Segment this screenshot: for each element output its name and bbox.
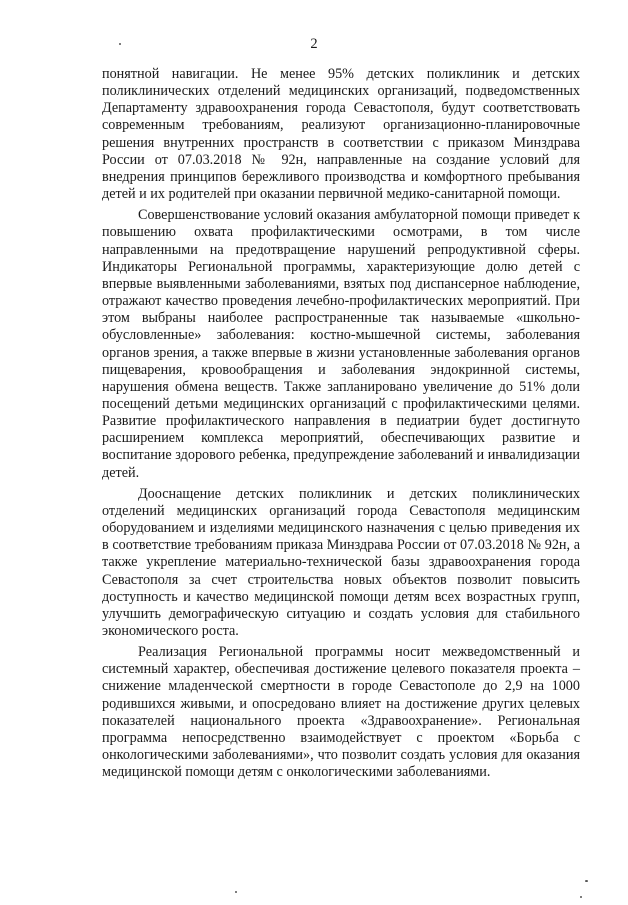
paragraph-continuation: понятной навигации. Не менее 95% детских поликлиник и детских поликлинических отделений медицинских организаций, подведомственных Департаменту здравоохранения города Севастополя, будут соответствовать современным требованиям, реализуют организационно-планировочные решения внутренних пространств в соответствии с приказом Минздрава России от 07.03.2018 № 92н, направленные на создание условий для внедрения принципов бережливого производства и комфортного пребывания детей и их родителей при оказании первичной медико-санитарной помощи. [102, 66, 580, 203]
scan-speck [580, 896, 582, 898]
scan-speck [585, 880, 588, 882]
paragraph-ambulatory-care: Совершенствование условий оказания амбулаторной помощи приведет к повышению охвата профилактическими осмотрами, в том числе направленными на предотвращение нарушений репродуктивной сферы. Индикаторы Региональной программы, характеризующие долю детей с впервые выявленными заболеваниями, взятых под диспансерное наблюдение, отражают качество проведения лечебно-профилактических мероприятий. При этом выбраны наиболее распространенные так называемые «школьно-обусловленные» заболевания: костно-мышечной системы, заболевания органов зрения, а также впервые в жизни установленные заболевания органов пищеварения, кровообращения и заболевания эндокринной системы, нарушения обмена веществ. Также запланировано увеличение до 51% доли посещений детьми медицинских организаций с профилактическими целями. Развитие профилактического направления в педиатрии будет достигнуто расширением комплекса мероприятий, обеспечивающих развитие и воспитание здорового ребенка, предупреждение заболеваний и инвалидизации детей. [102, 207, 580, 481]
scan-speck [119, 43, 121, 45]
paragraph-equipment: Дооснащение детских поликлиник и детских поликлинических отделений медицинских организаций города Севастополя медицинским оборудованием и изделиями медицинского назначения с целью приведения их в соответствие требованиям приказа Минздрава России от 07.03.2018 № 92н, а также укрепление материально-технической базы здравоохранения города Севастополя за счет строительства новых объектов позволит повысить доступность и качество медицинской помощи детям всех возрастных групп, улучшить демографическую ситуацию и создать условия для стабильного экономического роста. [102, 485, 580, 639]
paragraph-implementation: Реализация Региональной программы носит межведомственный и системный характер, обеспечивая достижение целевого показателя проекта – снижение младенческой смертности в городе Севастополе до 2,9 на 1000 родившихся живыми, и опосредовано влияет на достижение других целевых показателей национального проекта «Здравоохранение». Региональная программа непосредственно взаимодействует с проектом «Борьба с онкологическими заболеваниями», что позволит создать условия для оказания медицинской помощи детям с онкологическими заболеваниями. [102, 644, 580, 781]
scan-speck [235, 891, 237, 893]
page-number: 2 [310, 36, 318, 52]
document-body [102, 66, 580, 785]
